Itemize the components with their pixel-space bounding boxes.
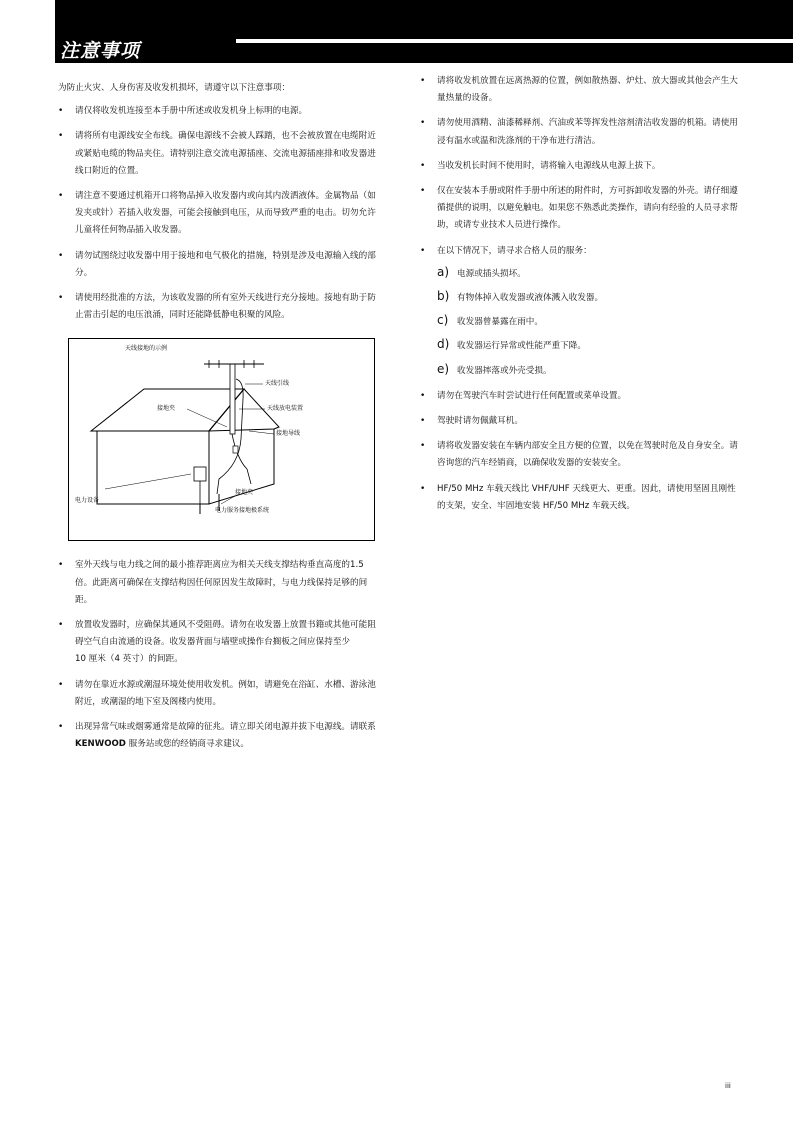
right-column	[420, 73, 742, 523]
left-column	[58, 80, 380, 761]
service-letter: c)	[437, 313, 449, 328]
bullet-item: • 请勿在驾驶汽车时尝试进行任何配置或菜单设置。	[420, 388, 742, 405]
bullet-item: • 当收发机长时间不使用时，请将输入电源线从电源上拔下。	[420, 158, 742, 175]
bullet-item: • 驾驶时请勿佩戴耳机。	[420, 413, 742, 430]
label-ground-clamp-bottom: 接地夹	[235, 489, 254, 497]
intro-text: 为防止火灾、人身伤害及收发机损坏，请遵守以下注意事项：	[58, 83, 291, 93]
service-intro: 在以下情况下，请寻求合格人员的服务：	[437, 245, 592, 256]
service-text: 有物体掉入收发器或液体溅入收发器。	[457, 293, 604, 304]
label-ground-clamp-top: 接地夹	[157, 405, 176, 413]
smoke-text-pre: 出现异常气味或烟雾通常是故障的征兆。请立即关闭电源并拔下电源线。请联系	[75, 722, 376, 733]
header-stripe	[236, 39, 793, 43]
left-bullets-bottom	[58, 557, 380, 753]
bullet-item: • 请将收发机放置在远离热源的位置，例如散热器、炉灶、放大器或其他会产生大量热量的设备。	[420, 73, 742, 107]
antenna-grounding-figure	[68, 338, 375, 541]
service-item	[437, 288, 742, 307]
page-number: iii	[725, 1082, 731, 1090]
service-list	[437, 264, 742, 380]
label-power-equipment: 电力设备	[75, 497, 100, 505]
smoke-text-post: 服务站或您的经销商寻求建议。	[125, 739, 249, 750]
service-text: 收发器运行异常或性能严重下降。	[457, 341, 586, 352]
bullet-item: • HF/50 MHz 车载天线比 VHF/UHF 天线更大、更重。因此，请使用坚固且刚性的支架，安全、牢固地安装 HF/50 MHz 车载天线。	[420, 481, 742, 515]
service-item	[437, 361, 742, 380]
bullet-item	[58, 719, 380, 753]
service-letter: a)	[437, 264, 450, 279]
service-text: 收发器摔落或外壳受损。	[457, 365, 552, 376]
service-letter: b)	[437, 289, 450, 304]
service-letter: d)	[437, 337, 450, 352]
figure-title: 天线接地的示例	[125, 345, 168, 353]
service-item	[437, 264, 742, 283]
bullet-item: • 请注意不要通过机箱开口将物品掉入收发器内或向其内泼洒液体。金属物品（如发夹或针）若插入收发器，可能会接触到电压，从而导致严重的电击。切勿允许儿童将任何物品插入收发器。	[58, 188, 380, 240]
bullet-item: • 请勿试图绕过收发器中用于接地和电气极化的措施，特别是涉及电源输入线的部分。	[58, 248, 380, 282]
bullet-item: • 请将收发器安装在车辆内部安全且方便的位置，以免在驾驶时危及自身安全。请咨询您的汽车经销商，以确保收发器的安装安全。	[420, 438, 742, 472]
spacing-text: 10 厘米（4 英寸）的间距。	[75, 654, 183, 665]
bullet-item	[420, 243, 742, 380]
bullet-item: • 请勿使用酒精、油漆稀释剂、汽油或苯等挥发性溶剂清洁收发器的机箱。请使用浸有温水或温和洗涤剂的干净布进行清洁。	[420, 115, 742, 149]
bullet-item: • 请将所有电源线安全布线。确保电源线不会被人踩踏，也不会被放置在电缆附近或紧贴电缆的物品夹住。请特别注意交流电源插座、交流电源插座排和收发器进线口附近的位置。	[58, 128, 380, 180]
bullet-item: • 请仅将收发机连接至本手册中所述或收发机身上标明的电源。	[58, 103, 380, 120]
bullet-item	[58, 617, 380, 669]
label-antenna-lead: 天线引线	[265, 380, 290, 388]
header-bar	[55, 0, 793, 63]
label-ground-conductor: 接地导线	[276, 430, 301, 438]
label-discharge-unit: 天线放电装置	[267, 405, 304, 413]
right-bullets-top	[420, 73, 742, 515]
bullet-item: • 请使用经批准的方法，为该收发器的所有室外天线进行充分接地。接地有助于防止雷击引起的电压浪涌，同时还能降低静电积聚的风险。	[58, 290, 380, 324]
service-item	[437, 312, 742, 331]
brand-name: KENWOOD	[75, 739, 126, 750]
page-title: 注意事项	[60, 40, 141, 62]
service-text: 电源或插头损坏。	[457, 268, 526, 279]
bullet-item: • 请勿在靠近水源或潮湿环境处使用收发机。例如，请避免在浴缸、水槽、游泳池附近，或潮湿的地下室及阁楼内使用。	[58, 677, 380, 711]
bullet-item: • 室外天线与电力线之间的最小推荐距离应为相关天线支撑结构垂直高度的1.5倍。此距离可确保在支撑结构因任何原因发生故障时，与电力线保持足够的间距。	[58, 557, 380, 609]
bullet-item: • 仅在安装本手册或附件手册中所述的附件时，方可拆卸收发器的外壳。请仔细遵循提供的说明，以避免触电。如果您不熟悉此类操作，请向有经验的人员寻求帮助，或请专业技术人员进行操作。	[420, 183, 742, 235]
left-bullets-top	[58, 103, 380, 324]
label-power-grounding: 电力服务接地极系统	[215, 507, 270, 515]
service-text: 收发器曾暴露在雨中。	[457, 317, 543, 328]
service-item	[437, 336, 742, 355]
service-letter: e)	[437, 361, 450, 376]
ventilation-text: 放置收发器时，应确保其通风不受阻碍。请勿在收发器上放置书籍或其他可能阻碍空气自由流通的设备。收发器背面与墙壁或操作台搁板之间应保持至少	[75, 620, 376, 648]
